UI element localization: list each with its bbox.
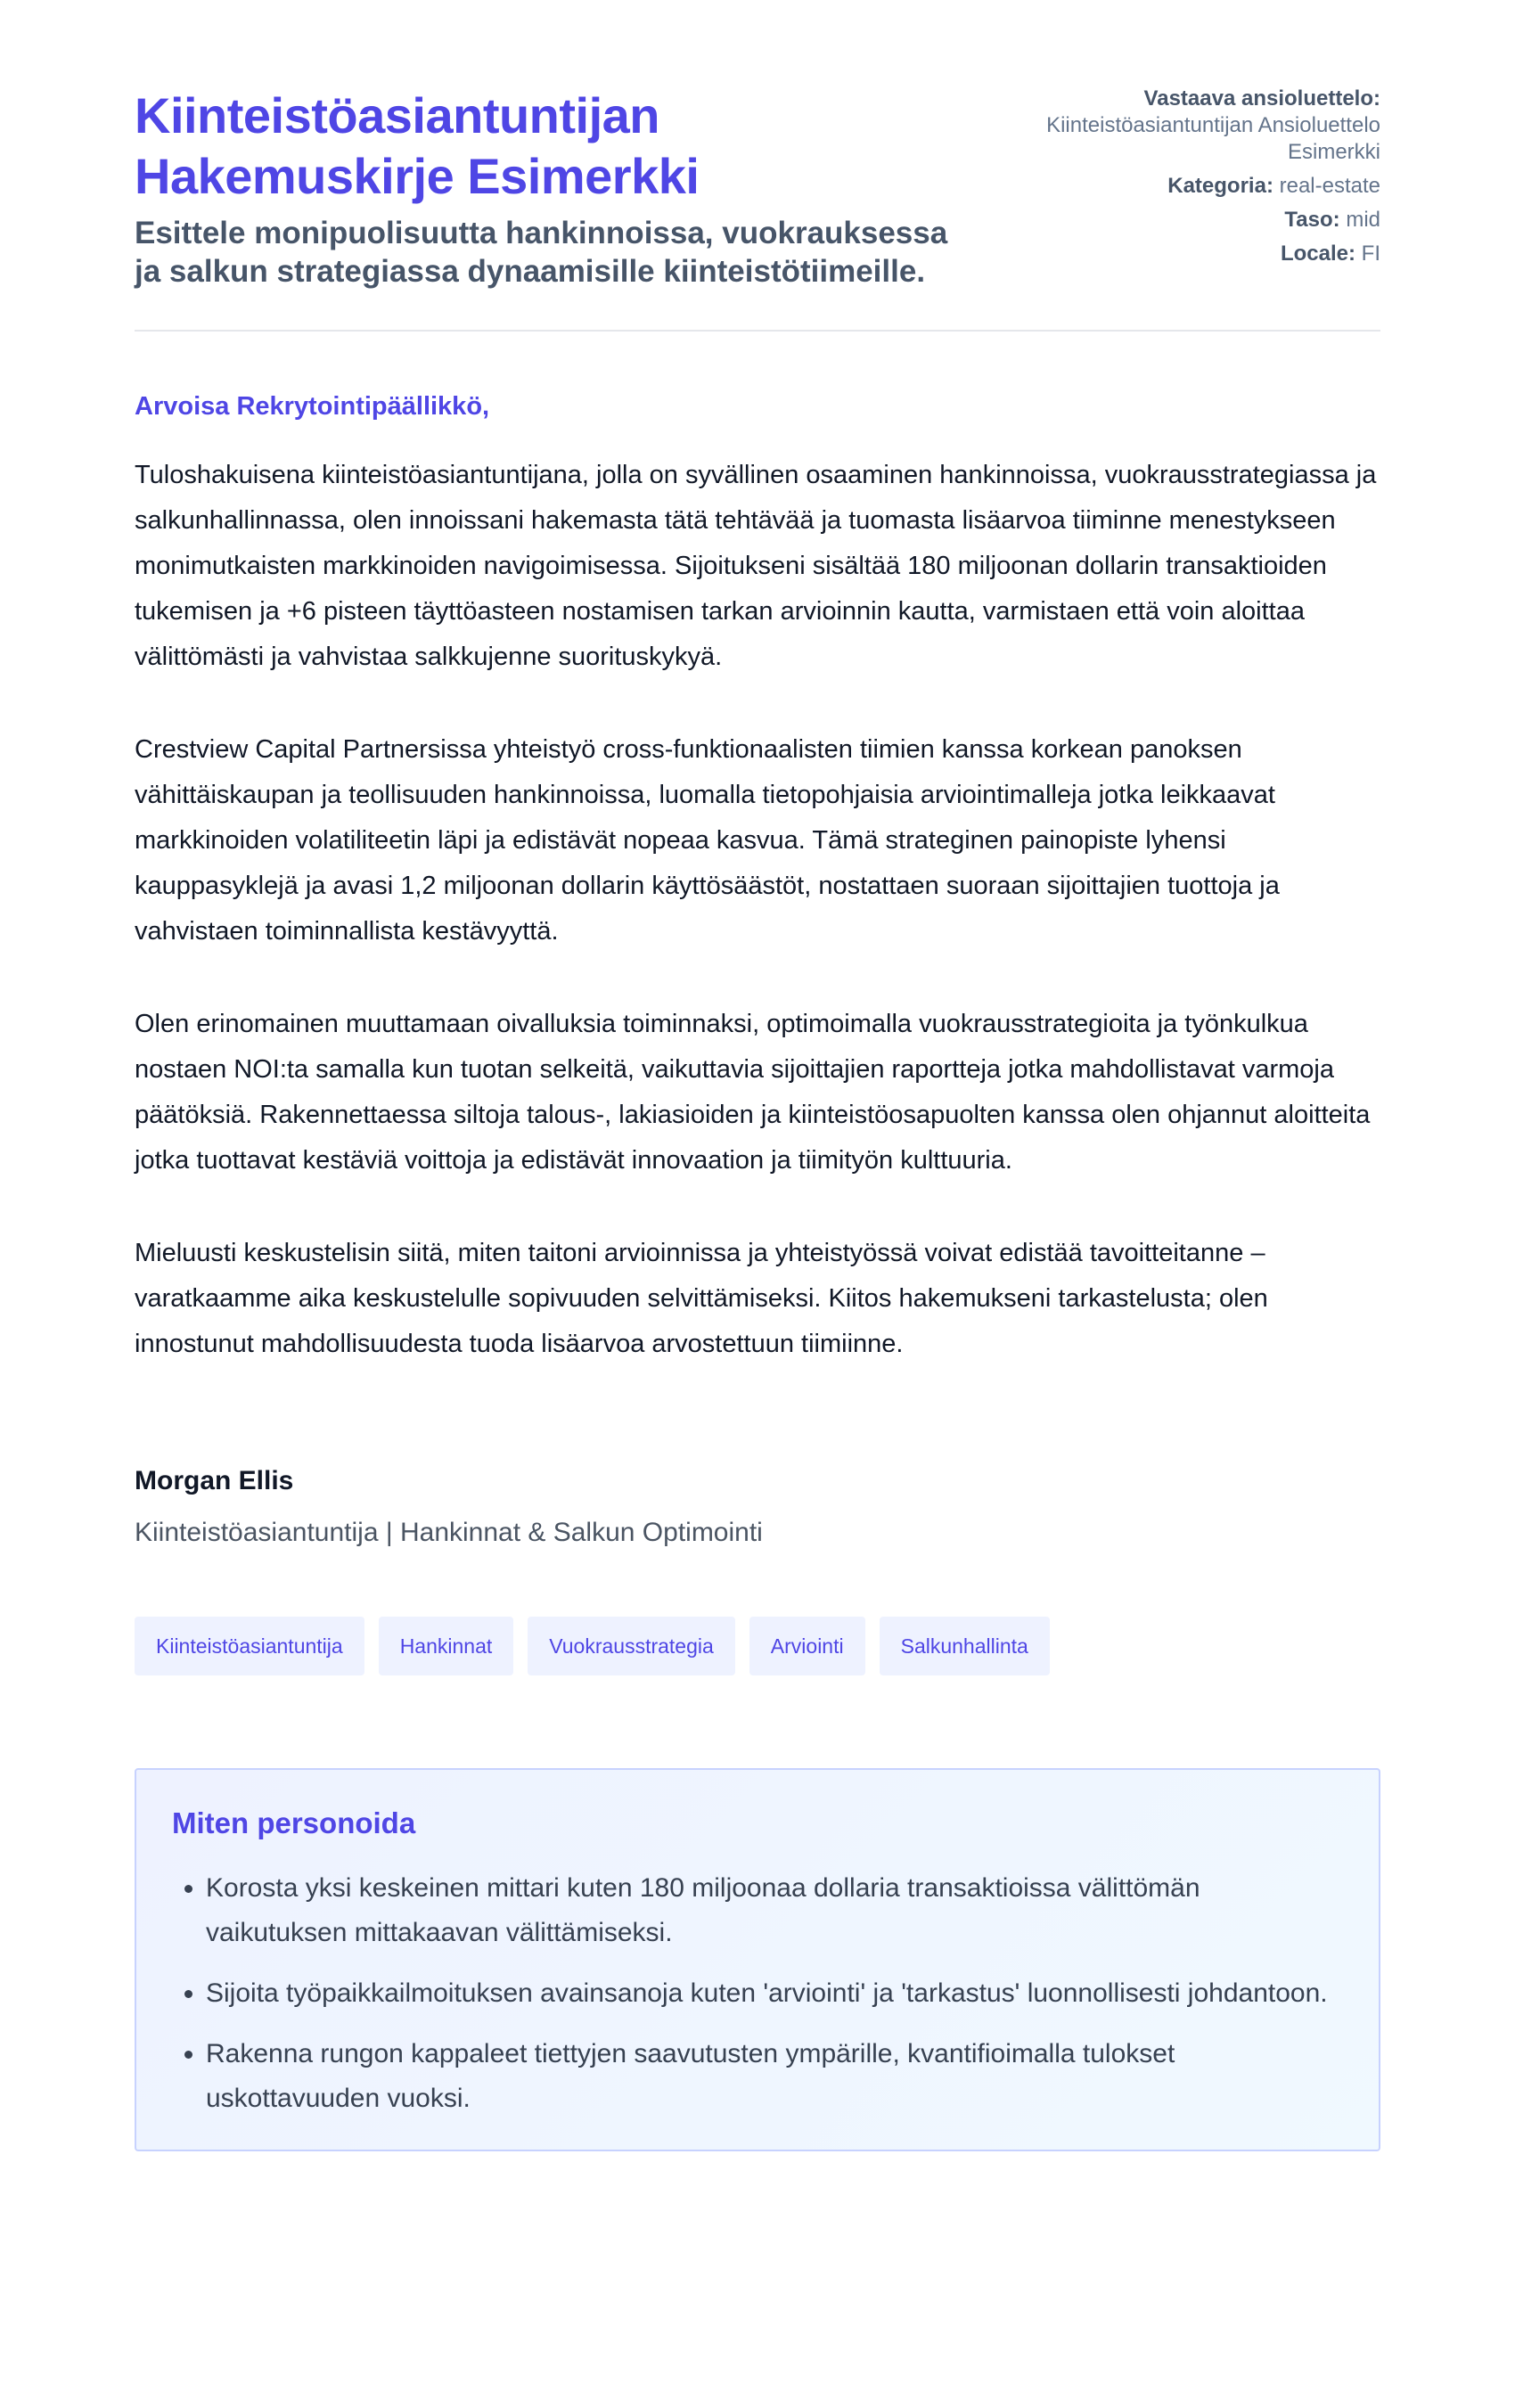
letter-paragraph: Tuloshakuisena kiinteistöasiantuntijana, jolla on syvällinen osaaminen hankinnoissa, vuokrausstrategiassa ja salkunhallinnassa, olen innoissani hakemasta tätä tehtävää ja tuomasta lisäarvoa tiiminne menestykseen monimutkaisten markkinoiden navigoimisessa. Sijoitukseni sisältää 180 miljoonan dollarin transaktioiden tukemisen ja +6 pisteen täyttöasteen nostamisen tarkan arvioinnin kautta, varmistaen että voin aloittaa välittömästi ja vahvistaa salkkujenne suorituskykyä.	[135, 461, 1377, 671]
header-title-block	[135, 86, 977, 291]
signature-title: Kiinteistöasiantuntija | Hankinnat & Salkun Optimointi	[135, 1518, 763, 1547]
document-header	[135, 86, 1380, 332]
page-title: Kiinteistöasiantuntijan Hakemuskirje Esimerkki	[135, 87, 700, 204]
meta-resume-value: Kiinteistöasiantuntijan Ansioluettelo Esimerkki	[1046, 113, 1380, 164]
meta-locale-value: FI	[1361, 242, 1380, 266]
meta-category-label: Kategoria:	[1167, 174, 1273, 198]
keyword-tag: Arviointi	[749, 1617, 865, 1675]
meta-level-label: Taso:	[1284, 208, 1340, 232]
letter-paragraph: Mieluusti keskustelisin siitä, miten taitoni arvioinnissa ja yhteistyössä voivat edistää tavoitteitanne – varatkaamme aika keskustelulle sopivuuden selvittämiseksi. Kiitos hakemukseni tarkastelusta; olen innostunut mahdollisuudesta tuoda lisäarvoa arvostettuun tiimiinne.	[135, 1239, 1268, 1358]
keyword-tag: Hankinnat	[379, 1617, 514, 1675]
tips-title: Miten personoida	[172, 1806, 416, 1839]
meta-locale-label: Locale:	[1280, 242, 1355, 266]
letter-body	[135, 390, 1380, 1549]
letter-paragraph: Olen erinomainen muuttamaan oivalluksia toiminnaksi, optimoimalla vuokrausstrategioita ja työnkulkua nostaen NOI:ta samalla kun tuotan selkeitä, vaikuttavia sijoittajien raportteja jotka mahdollistavat varmoja päätöksiä. Rakennettaessa siltoja talous-, lakiasioiden ja kiinteistöosapuolten kanssa olen ohjannut aloitteita jotka tuottavat kestäviä voittoja ja edistävät innovaation ja tiimityön kulttuuria.	[135, 1010, 1371, 1175]
tip-item: • Sijoita työpaikkailmoituksen avainsanoja kuten 'arviointi' ja 'tarkastus' luonnollisesti johdantoon.	[206, 1971, 1343, 2016]
meta-resume	[977, 86, 1380, 166]
keyword-tag: Vuokrausstrategia	[528, 1617, 735, 1675]
meta-resume-label: Vastaava ansioluettelo:	[1143, 86, 1380, 111]
meta-locale	[977, 241, 1380, 267]
tips-list	[172, 1866, 1343, 2121]
keyword-tags	[135, 1617, 1380, 1675]
signature-block	[135, 1465, 1380, 1549]
tip-item: • Rakenna rungon kappaleet tiettyjen saavutusten ympärille, kvantifioimalla tulokset uskottavuuden vuoksi.	[206, 2032, 1343, 2121]
meta-level	[977, 207, 1380, 233]
personalization-tips	[135, 1768, 1380, 2151]
keyword-tag: Kiinteistöasiantuntija	[135, 1617, 364, 1675]
letter-paragraph: Crestview Capital Partnersissa yhteistyö cross-funktionaalisten tiimien kanssa korkean panoksen vähittäiskaupan ja teollisuuden hankinnoissa, luomalla tietopohjaisia arviointimalleja jotka leikkaavat markkinoiden volatiliteetin läpi ja edistävät nopeaa kasvua. Tämä strateginen painopiste lyhensi kauppasyklejä ja avasi 1,2 miljoonan dollarin käyttösäästöt, nostattaen suoraan sijoittajien tuottoja ja vahvistaen toiminnallista kestävyyttä.	[135, 735, 1280, 946]
meta-level-value: mid	[1346, 208, 1380, 232]
tip-item: • Korosta yksi keskeinen mittari kuten 180 miljoonaa dollaria transaktioissa välittömän vaikutuksen mittakaavan välittämiseksi.	[206, 1866, 1343, 1955]
keyword-tag: Salkunhallinta	[880, 1617, 1050, 1675]
signature-name: Morgan Ellis	[135, 1466, 294, 1495]
document-meta	[977, 86, 1380, 274]
meta-category-value: real-estate	[1279, 174, 1380, 198]
page-subtitle: Esittele monipuolisuutta hankinnoissa, vuokrauksessa ja salkun strategiassa dynaamisille kiinteistötiimeille.	[135, 216, 948, 289]
letter-salutation: Arvoisa Rekrytointipäällikkö,	[135, 392, 490, 421]
meta-category	[977, 173, 1380, 200]
